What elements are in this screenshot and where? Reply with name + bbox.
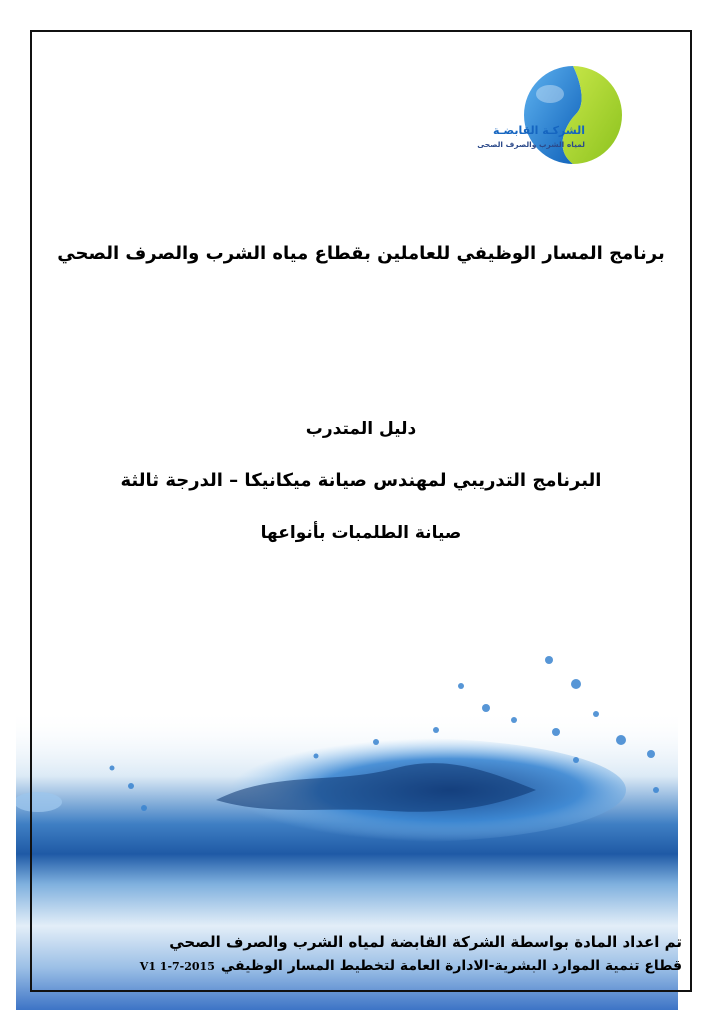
course-subject: صيانة الطلمبات بأنواعها [260, 523, 462, 543]
company-logo [478, 64, 623, 169]
guide-label: دليل المتدرب [305, 419, 417, 439]
footer-version: V1 1-7-2015 [139, 960, 215, 973]
logo-emblem-icon [478, 64, 623, 169]
footer-department [140, 958, 682, 974]
footer-prepared-by: تم اعداد المادة بواسطة الشركة القابضة لمياه الشرب والصرف الصحي [169, 933, 682, 951]
program-title: برنامج المسار الوظيفي للعاملين بقطاع مياه الشرب والصرف الصحي [57, 243, 665, 264]
water-splash-image [16, 650, 678, 1010]
course-title: البرنامج التدريبي لمهندس صيانة ميكانيكا – الدرجة ثالثة [120, 470, 602, 491]
logo-company-name: الشركـة القابضـة [493, 124, 585, 137]
footer-department-text: قطاع تنمية الموارد البشرية-الادارة العامة لتخطيط المسار الوظيفي [220, 958, 682, 974]
logo-company-subtitle: لمياه الشرب والصرف الصحى [477, 140, 585, 149]
